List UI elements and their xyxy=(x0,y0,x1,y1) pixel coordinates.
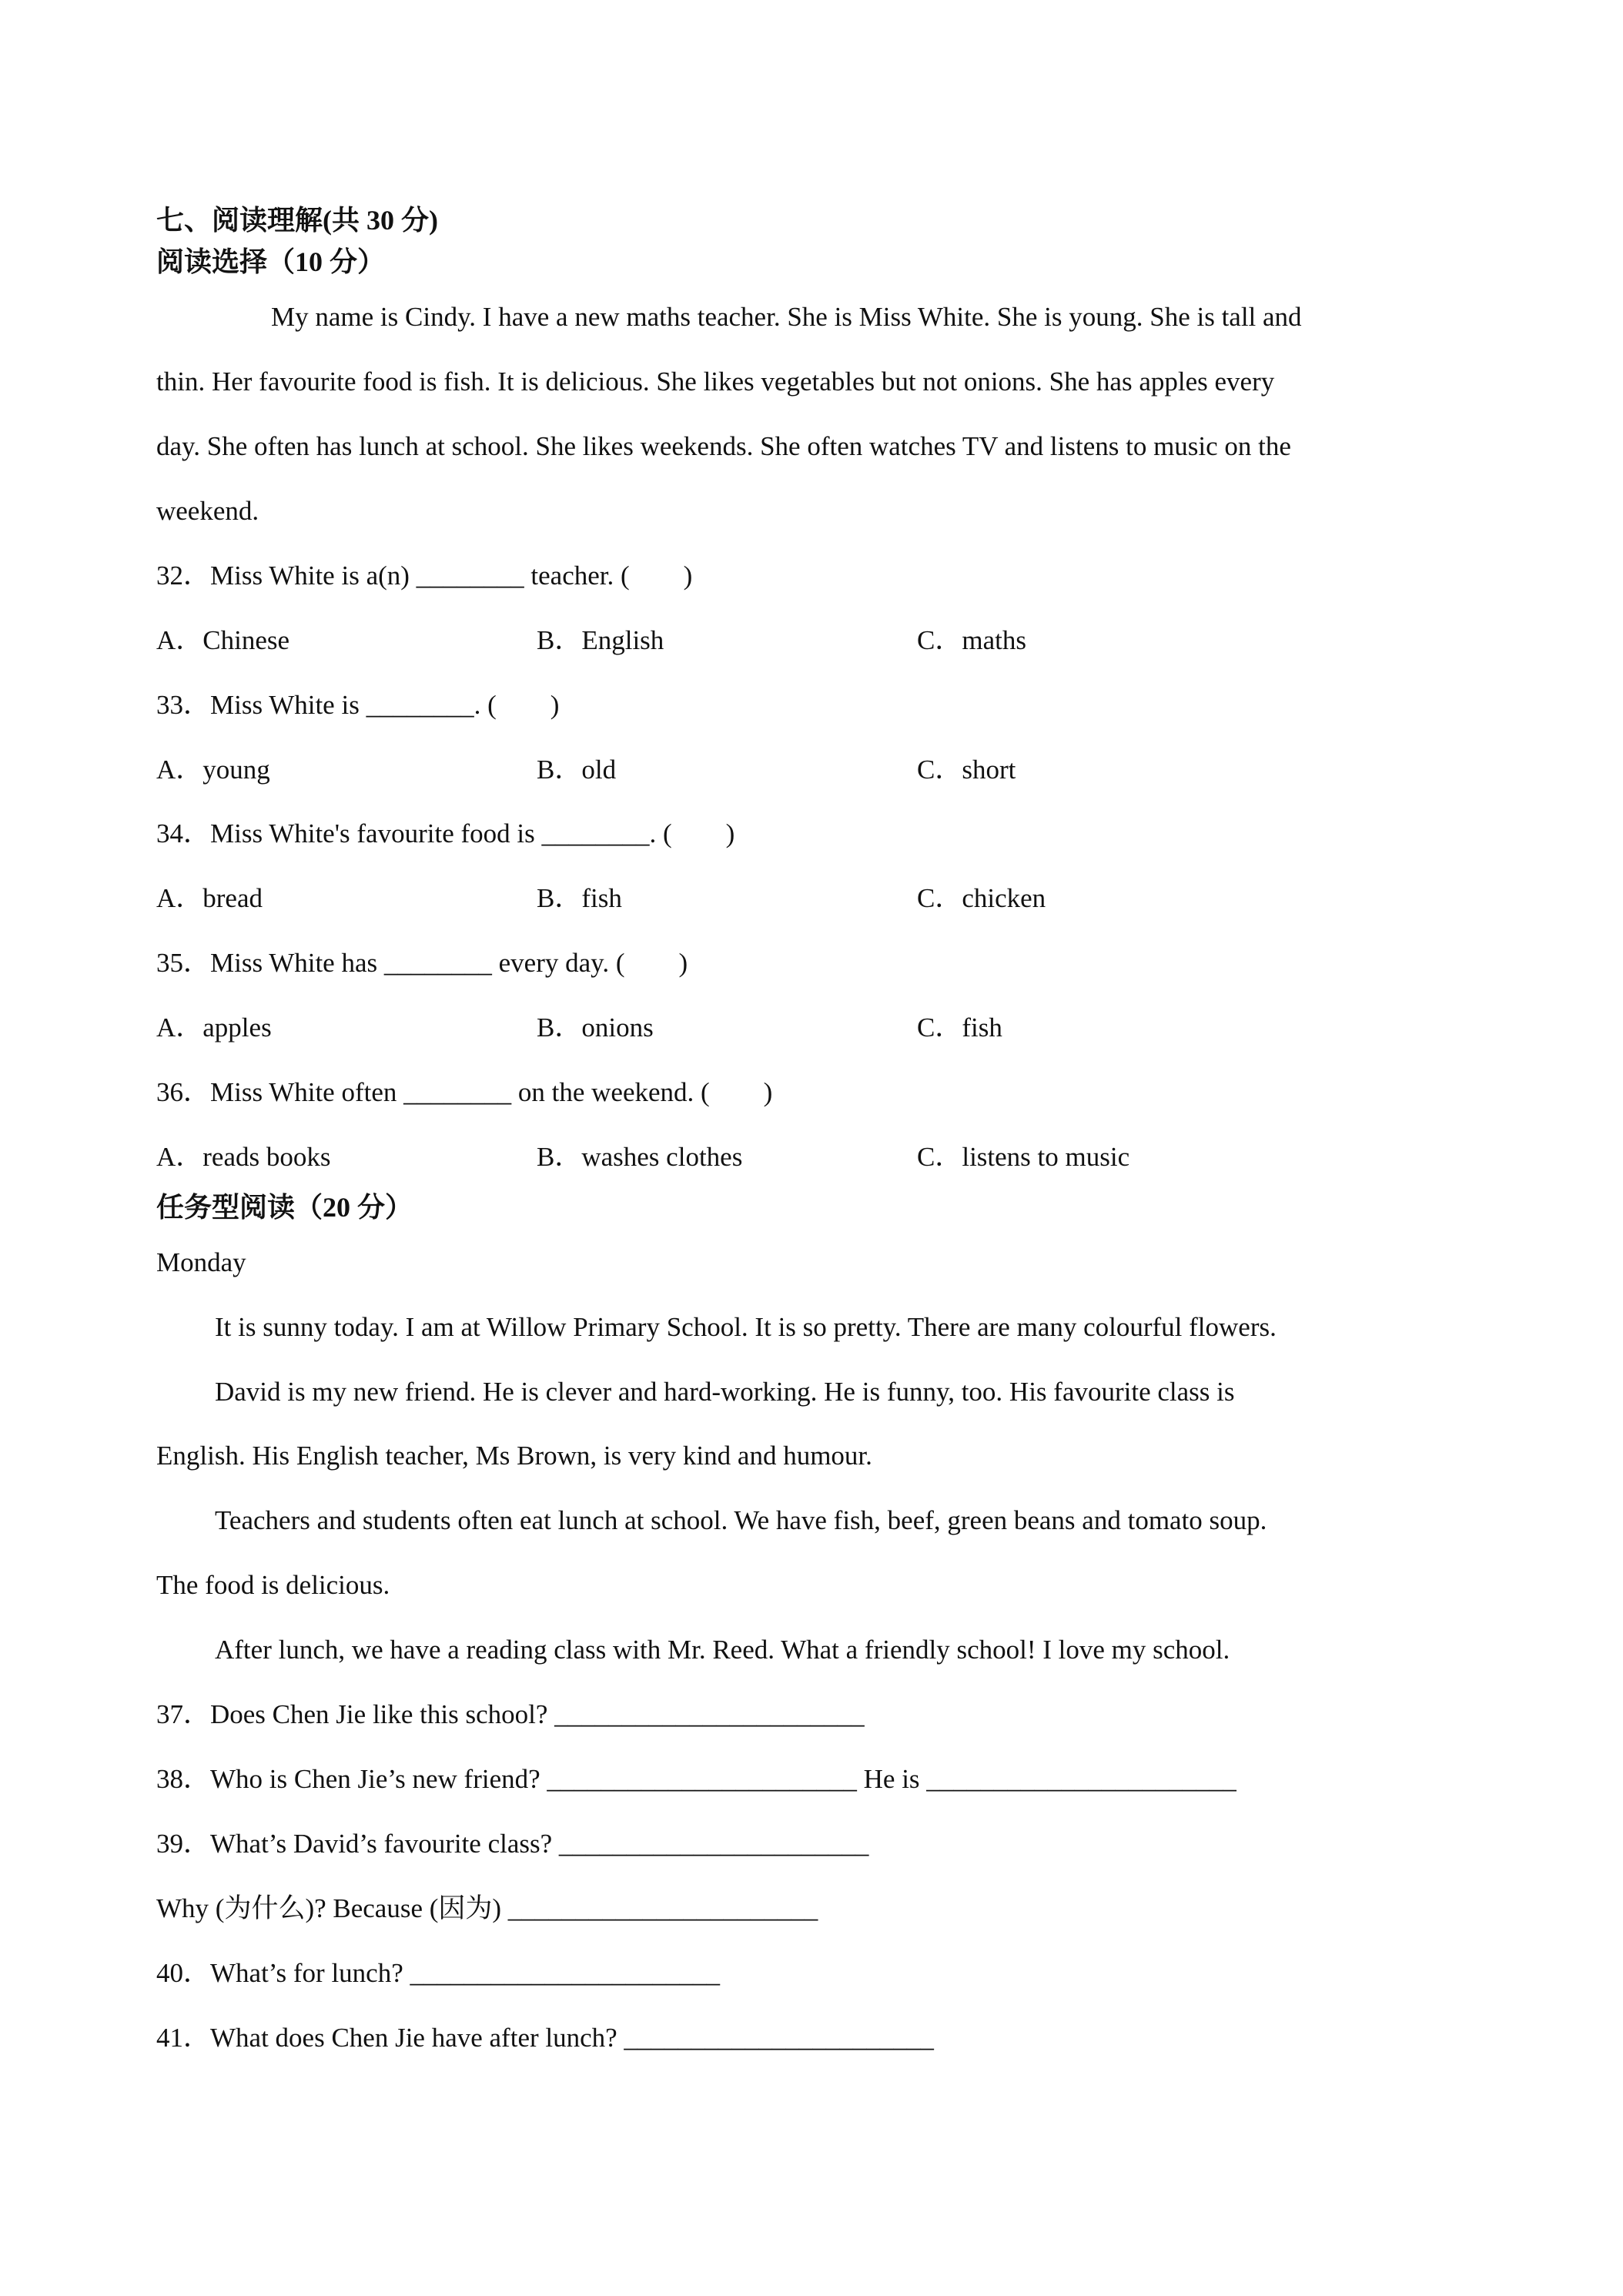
question-39: 39．What’s David’s favourite class? _______________________ xyxy=(156,1829,869,1859)
option-c: C．maths xyxy=(917,625,1026,655)
question-36: 36．Miss White often ________ on the weekend. ( ) xyxy=(156,1077,773,1107)
option-a: A．Chinese xyxy=(156,625,290,655)
part2-passage-line: Teachers and students often eat lunch at school. We have fish, beef, green beans and tomato soup. xyxy=(215,1505,1267,1535)
option-b: B．fish xyxy=(537,883,622,913)
question-35: 35．Miss White has ________ every day. ( ) xyxy=(156,948,688,978)
option-c: C．listens to music xyxy=(917,1142,1130,1172)
question-39-why: Why (为什么)? Because (因为) _______________________ xyxy=(156,1893,818,1923)
passage-day: Monday xyxy=(156,1247,246,1277)
option-a: A．apples xyxy=(156,1012,272,1043)
question-34: 34．Miss White's favourite food is ________. ( ) xyxy=(156,818,735,848)
question-32: 32．Miss White is a(n) ________ teacher. ( ) xyxy=(156,561,693,591)
option-c: C．fish xyxy=(917,1012,1002,1043)
part2-passage-line: English. His English teacher, Ms Brown, is very kind and humour. xyxy=(156,1441,872,1471)
question-40: 40．What’s for lunch? _______________________ xyxy=(156,1958,720,1988)
part2-heading: 任务型阅读（20 分） xyxy=(156,1192,413,1223)
question-41: 41．What does Chen Jie have after lunch? _______________________ xyxy=(156,2023,934,2053)
option-c: C．short xyxy=(917,755,1016,785)
part1-passage-line: thin. Her favourite food is fish. It is delicious. She likes vegetables but not onions. She has apples every xyxy=(156,366,1275,397)
part2-passage-line: It is sunny today. I am at Willow Primary School. It is so pretty. There are many colourful flowers. xyxy=(215,1312,1277,1342)
question-33: 33．Miss White is ________. ( ) xyxy=(156,690,560,720)
question-37: 37．Does Chen Jie like this school? _______________________ xyxy=(156,1699,865,1729)
option-a: A．bread xyxy=(156,883,263,913)
part2-passage-line: After lunch, we have a reading class with Mr. Reed. What a friendly school! I love my school. xyxy=(215,1635,1230,1665)
part1-passage-line: My name is Cindy. I have a new maths teacher. She is Miss White. She is young. She is tall and xyxy=(271,302,1302,332)
part1-passage-line: day. She often has lunch at school. She likes weekends. She often watches TV and listens to music on the xyxy=(156,431,1291,461)
section-title: 七、阅读理解(共 30 分) xyxy=(156,205,438,236)
option-b: B．onions xyxy=(537,1012,654,1043)
option-a: A．reads books xyxy=(156,1142,331,1172)
option-a: A．young xyxy=(156,755,270,785)
part1-passage-line: weekend. xyxy=(156,496,259,526)
option-b: B．washes clothes xyxy=(537,1142,743,1172)
option-b: B．English xyxy=(537,625,664,655)
question-38: 38．Who is Chen Jie’s new friend? _______________________ He is _______________________ xyxy=(156,1764,1236,1794)
option-b: B．old xyxy=(537,755,617,785)
option-c: C．chicken xyxy=(917,883,1046,913)
part1-heading: 阅读选择（10 分） xyxy=(156,246,386,277)
part2-passage-line: David is my new friend. He is clever and hard-working. He is funny, too. His favourite class is xyxy=(215,1377,1235,1407)
part2-passage-line: The food is delicious. xyxy=(156,1570,390,1600)
